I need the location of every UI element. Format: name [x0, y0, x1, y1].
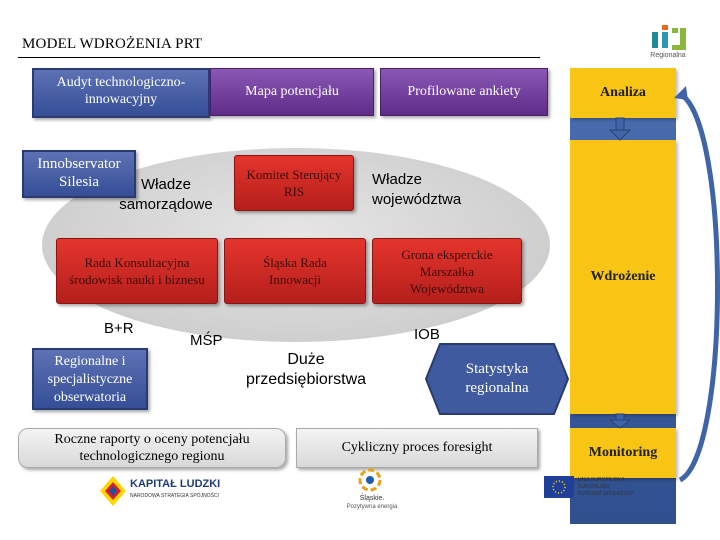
- slaska-rada-box: Śląska Rada Innowacji: [224, 238, 366, 304]
- phase-analiza: Analiza: [570, 68, 676, 118]
- phase-monitoring: Monitoring: [570, 428, 676, 478]
- mapa-box: Mapa potencjału: [210, 68, 374, 116]
- komitet-box: Komitet Sterujący RIS: [234, 155, 354, 211]
- cykliczny-box: Cykliczny proces foresight: [296, 428, 538, 468]
- page-title: MODEL WDROŻENIA PRT: [22, 36, 203, 52]
- innobservator-box: Innobservator Silesia: [22, 150, 136, 198]
- iob-label: IOB: [414, 326, 440, 343]
- eu-flag-icon: [544, 476, 574, 498]
- eu-label-line1: UNIA EUROPEJSKA: [578, 477, 625, 483]
- statystyka-label: Statystyka regionalna: [465, 361, 529, 396]
- slaskie-subtitle: Pozytywna energia: [346, 504, 398, 510]
- grona-eksperckie-box: Grona eksperckie Marszałka Województwa: [372, 238, 522, 304]
- audyt-box: Audyt technologiczno-innowacyjny: [32, 68, 210, 118]
- wladze-wojewodztwa-label: Władze województwa: [372, 171, 462, 208]
- duze-przedsiebiorstwa-label: Duże przedsiębiorstwa: [245, 351, 367, 388]
- slaskie-title: Śląskie.: [359, 495, 385, 502]
- slaskie-logo-icon: [358, 468, 382, 492]
- kapital-ludzki-logo-icon: [98, 474, 128, 508]
- phase-flow-arrows: [540, 60, 720, 500]
- raporty-box: Roczne raporty o oceny potencjału technologicznego regionu: [18, 428, 286, 468]
- obserwatoria-box: Regionalne i specjalistyczne obserwatoria: [32, 348, 148, 410]
- kapital-ludzki-title: KAPITAŁ LUDZKI: [130, 478, 221, 490]
- b-r-label: B+R: [104, 320, 134, 337]
- phase-wdrozenie: Wdrożenie: [570, 140, 676, 414]
- regionalna-logo-icon: [650, 22, 690, 56]
- ankiety-box: Profilowane ankiety: [380, 68, 548, 116]
- title-underline: [18, 57, 540, 58]
- kapital-ludzki-subtitle: NARODOWA STRATEGIA SPÓJNOŚCI: [130, 493, 219, 499]
- eu-label-line2: EUROPEJSKI: [578, 484, 610, 490]
- wladze-samorzadowe-label: Władze samorządowe: [119, 176, 213, 213]
- rada-konsultacyjna-box: Rada Konsultacyjna środowisk nauki i biznesu: [56, 238, 218, 304]
- logo-caption: Regionalna: [650, 52, 686, 59]
- msp-label: MŚP: [190, 332, 223, 349]
- eu-label-line3: FUNDUSZ SPOŁECZNY: [578, 491, 634, 497]
